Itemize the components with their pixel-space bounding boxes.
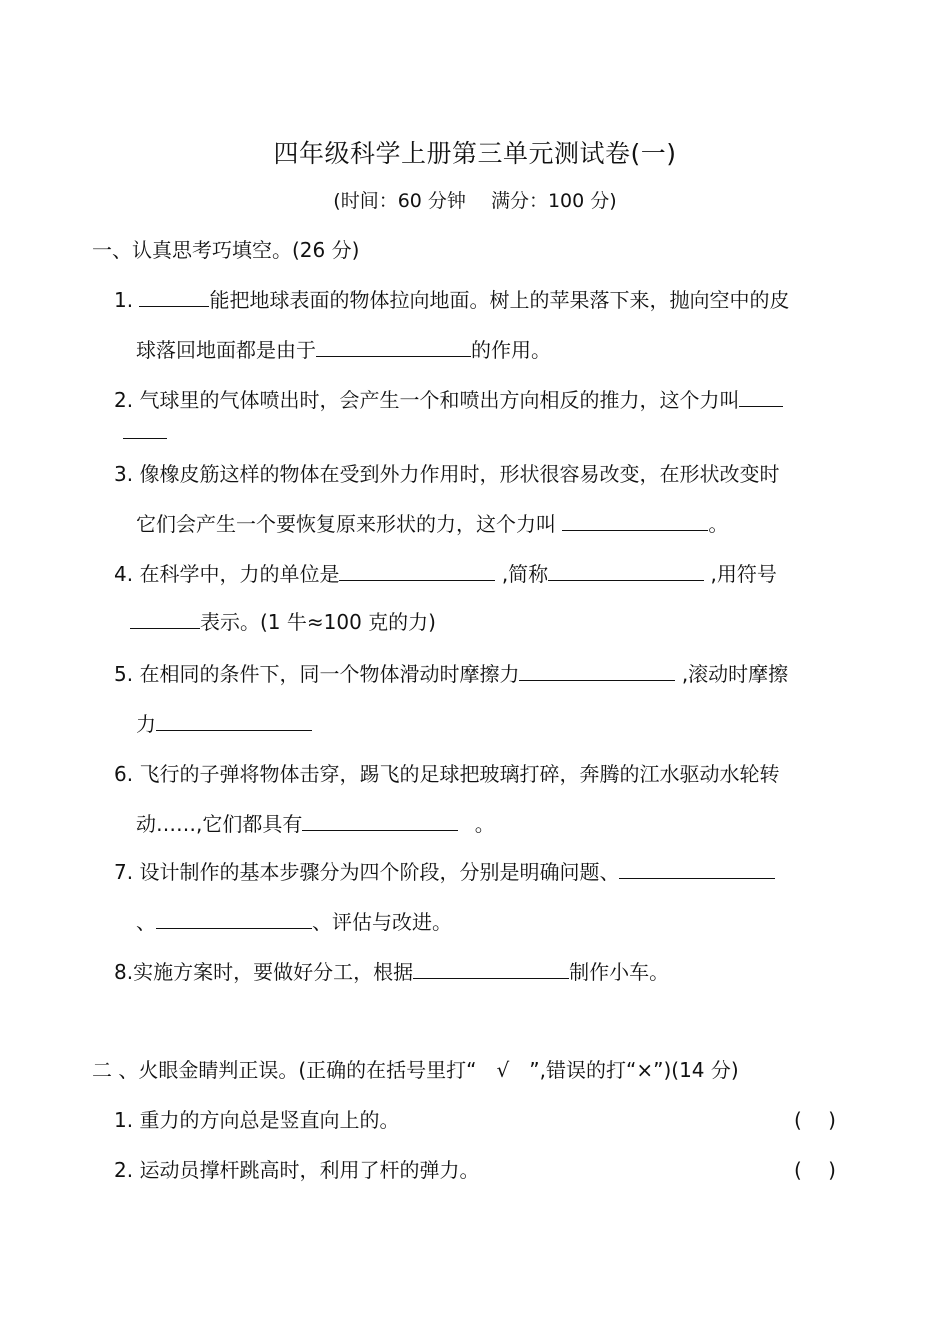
q5-blank2[interactable]: [156, 710, 312, 731]
page-title: 四年级科学上册第三单元测试卷(一): [273, 139, 677, 168]
q3-blank1[interactable]: [562, 510, 708, 531]
q7-line1: [114, 858, 775, 886]
q6-text-a: 飞行的子弹将物体击穿，踢飞的足球把玻璃打碎，奔腾的江水驱动水轮转: [139, 762, 780, 786]
q1-text-c: 的作用。: [471, 338, 551, 362]
q8-text-a: 实施方案时，要做好分工，根据: [133, 960, 414, 984]
s2-q2-text: 运动员撑杆跳高时，利用了杆的弹力。: [139, 1158, 480, 1182]
s2-q2-number: 2.: [114, 1158, 134, 1182]
q7-text-a: 设计制作的基本步骤分为四个阶段，分别是明确问题、: [139, 860, 620, 884]
q3-text-a: 像橡皮筋这样的物体在受到外力作用时，形状很容易改变，在形状改变时: [139, 462, 780, 486]
q2-line2: [123, 418, 167, 446]
q3-line2: [136, 510, 728, 538]
q4-blank2[interactable]: [548, 560, 704, 581]
q3-text-c: 。: [708, 512, 729, 536]
q5-text-a: 在相同的条件下，同一个物体滑动时摩擦力: [139, 662, 520, 686]
q7-number: 7.: [114, 860, 134, 884]
q4-blank1[interactable]: [339, 560, 495, 581]
page-subtitle: (时间：60 分钟 满分：100 分): [333, 190, 617, 212]
q6-text-c: 。: [474, 812, 495, 836]
q5-text-b: ,滚动时摩擦: [681, 662, 789, 686]
q4-text-d: 表示。(1 牛≈100 克的力): [200, 610, 436, 634]
q4-text-a: 在科学中，力的单位是: [139, 562, 340, 586]
section2-heading: 二 、火眼金睛判正误。(正确的在括号里打“ √ ”,错误的打“×”)(14 分): [92, 1058, 739, 1082]
q5-text-c: 力: [136, 712, 156, 736]
q2-blank1[interactable]: [739, 386, 783, 407]
q8-blank1[interactable]: [413, 958, 569, 979]
q2-text-a: 气球里的气体喷出时，会产生一个和喷出方向相反的推力，这个力叫: [139, 388, 740, 412]
q1-number: 1.: [114, 288, 134, 312]
s2-q1-line: [114, 1106, 399, 1134]
q5-line1: [114, 660, 788, 688]
q6-number: 6.: [114, 762, 134, 786]
q7-blank1[interactable]: [619, 858, 775, 879]
q1-text-a: 能把地球表面的物体拉向地面。树上的苹果落下来，抛向空中的皮: [209, 288, 790, 312]
s2-q1-text: 重力的方向总是竖直向上的。: [139, 1108, 400, 1132]
q3-line1: [114, 460, 779, 488]
q2-blank1-continued[interactable]: [123, 418, 167, 439]
q4-blank3[interactable]: [130, 608, 200, 629]
q1-line2: [136, 336, 551, 364]
section1-heading: 一、认真思考巧填空。(26 分): [92, 238, 360, 262]
s2-q1-number: 1.: [114, 1108, 134, 1132]
s2-q2-answer-parentheses[interactable]: ( ): [794, 1158, 836, 1182]
q5-line2: [136, 710, 312, 738]
q8-number: 8.: [114, 960, 134, 984]
q6-blank1[interactable]: [302, 810, 458, 831]
q1-text-b: 球落回地面都是由于: [136, 338, 316, 362]
q7-blank2[interactable]: [156, 908, 312, 929]
q1-line1: [114, 286, 789, 314]
s2-q2-line: [114, 1156, 479, 1184]
q4-number: 4.: [114, 562, 134, 586]
q3-text-b: 它们会产生一个要恢复原来形状的力，这个力叫: [136, 512, 556, 536]
q2-number: 2.: [114, 388, 134, 412]
q2-line1: [114, 386, 783, 414]
q7-text-c: 、评估与改进。: [312, 910, 452, 934]
q6-line2: [136, 810, 495, 838]
q1-blank2[interactable]: [316, 336, 471, 357]
s2-q1-answer-parentheses[interactable]: ( ): [794, 1108, 836, 1132]
q1-blank1[interactable]: [139, 286, 209, 307]
q4-line2: [130, 608, 436, 636]
q7-line2: [136, 908, 452, 936]
q7-text-b: 、: [136, 910, 156, 934]
q3-number: 3.: [114, 462, 134, 486]
q4-text-b: ,简称: [501, 562, 549, 586]
q6-line1: [114, 760, 779, 788]
q5-number: 5.: [114, 662, 134, 686]
q4-text-c: ,用符号: [710, 562, 777, 586]
q5-blank1[interactable]: [519, 660, 675, 681]
q8-line1: [114, 958, 669, 986]
q4-line1: [114, 560, 777, 588]
q8-text-b: 制作小车。: [569, 960, 670, 984]
q6-text-b: 动……,它们都具有: [136, 812, 303, 836]
